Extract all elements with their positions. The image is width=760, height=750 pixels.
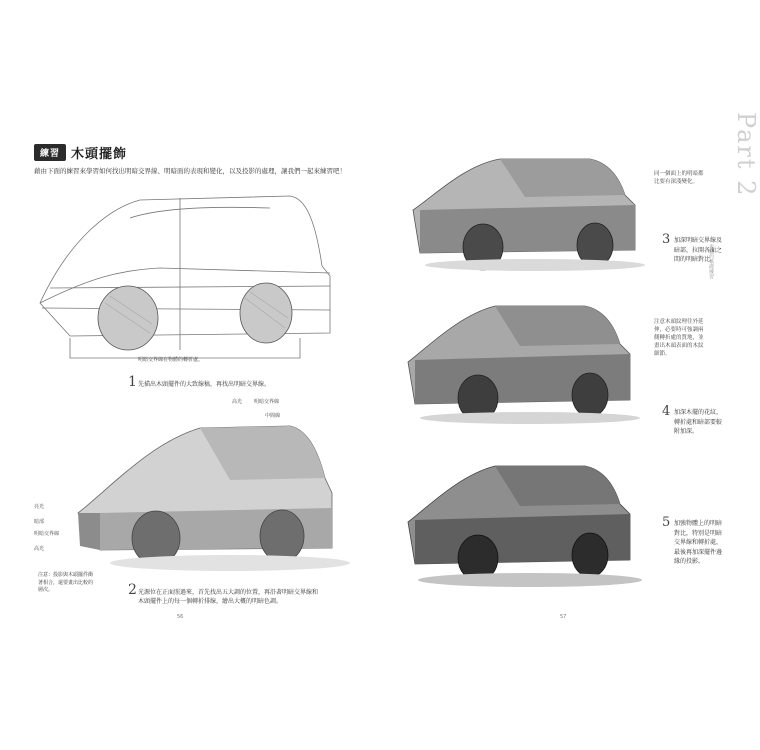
shaded-car-step3 [405, 155, 645, 285]
section-header [34, 144, 127, 160]
step2-note: 注意：投影與木頭擺件衝著相合，還要畫出比較的層次。 [38, 572, 94, 593]
note-mid: 注意木頭紋理往外延伸，必要時可強調兩側轉折處的質地，並畫出木頭表面的木紋細節。 [654, 319, 704, 357]
step3-number: 3 [662, 232, 671, 247]
section-tag: 練習 [34, 144, 66, 161]
shaded-car-step4 [400, 300, 640, 435]
step2-number: 2 [128, 582, 137, 598]
note-top: 同一個面上的明暗都比要有深淺變化。 [654, 171, 704, 185]
label-highlight-top: 高光 [232, 399, 243, 405]
step1-number: 1 [128, 374, 137, 390]
label-midtone: 中間線 [265, 413, 281, 419]
step2-text: 光源位在正面照過來，首先找出五大調的位置，再沿著明暗交界線和木頭擺件上的每一個轉折排線，繪出大概的明暗色調。 [138, 589, 319, 605]
shaded-car-step5 [400, 460, 640, 600]
step5-number: 5 [662, 515, 671, 530]
sketch-label: 明暗交界線在物體的轉折處。 [138, 357, 204, 363]
shaded-car-step2 [70, 418, 350, 593]
step5-text: 加強物體上的明暗對比，特別是明暗交界線和轉折處，最後再加深擺件邊緣的投影。 [674, 520, 723, 565]
label-terminator-side: 明暗交界線 [34, 531, 60, 537]
step4-text: 加深木擺的花紋，轉折處和暗部要較附加深。 [674, 409, 723, 435]
label-terminator-top: 明暗交界線 [254, 399, 280, 405]
section-title: 木頭擺飾 [71, 146, 128, 162]
step3-text: 加深明暗交界線及暗部，拉開各面之間的明暗對比。 [674, 237, 723, 263]
left-page-number: 56 [177, 614, 184, 620]
step1-text: 先描出木頭擺件的大致線稿，再找出明暗交界線。 [138, 381, 271, 388]
step4-number: 4 [662, 404, 671, 419]
line-sketch-car [30, 178, 350, 378]
part-subtitle: 素描的基礎練習 [708, 244, 714, 279]
label-reflected: 高光 [34, 546, 45, 552]
label-dark-side: 暗部 [34, 519, 45, 525]
label-light-side: 亮光 [34, 504, 45, 510]
part-title: Part 2 [732, 112, 760, 198]
right-page-number: 57 [560, 614, 567, 620]
intro-text: 藉由下面的練習來學習如何找出明暗交界線、明暗面的表現和變化，以及投影的處理，讓我們一起來練習吧！ [34, 167, 346, 175]
